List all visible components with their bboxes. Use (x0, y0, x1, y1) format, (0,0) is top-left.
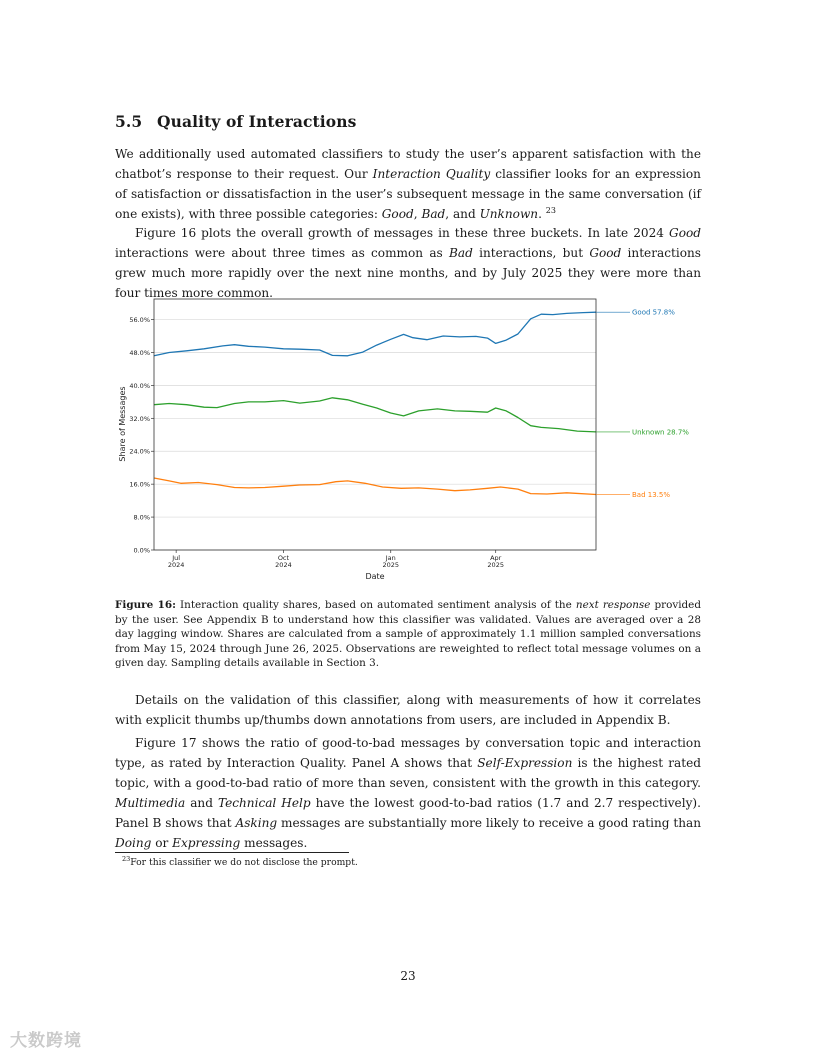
x-tick-label: Jul (172, 554, 181, 562)
footnote-divider (115, 852, 349, 853)
x-tick-label: Jan (385, 554, 396, 562)
x-axis-label: Date (365, 572, 385, 581)
series-line-unknown (154, 398, 596, 432)
page-number: 23 (400, 969, 416, 983)
paragraph-intro: We additionally used automated classifiers to study the user’s apparent satisfaction with the chatbot’s response to their request. Our Interaction Quality classifier looks for an expression of satisfaction or dissatisfaction in the user’s subsequent message in the same conversation (if one exists), with three possible categories: Good, Bad, and Unknown. $^{23}$ (115, 147, 701, 221)
end-label-unknown: Unknown 28.7% (632, 428, 689, 437)
paragraph-figure-intro: Figure 16 plots the overall growth of messages in these three buckets. In late 2024 Good interactions were about three times as common as Bad interactions, but Good interactions grew much more rapidly over the next nine months, and by July 2025 they were more than four times more common. (115, 226, 701, 300)
figure-caption: Figure 16: Interaction quality shares, based on automated sentiment analysis of the next response provided by the user. See Appendix B to understand how this classifier was validated. Values are averaged over a 28 day lagging window. Shares are calculated from a sample of approximately 1.1 million sampled conversations from May 15, 2024 through June 26, 2025. Observations are reweighted to reflect total message volumes on a given day. Sampling details available in Section 3. (115, 599, 701, 670)
y-tick-label: 16.0% (129, 480, 150, 489)
figure-16 (110, 293, 710, 588)
y-axis-label: Share of Messages (118, 386, 127, 462)
line-chart (110, 293, 710, 588)
series-line-good (154, 312, 596, 356)
footnote-ref[interactable]: 23 (545, 205, 556, 215)
footnote (122, 854, 358, 868)
watermark-logo: 大数跨境 (10, 1031, 82, 1051)
paragraph-figure-17: Figure 17 shows the ratio of good-to-bad messages by conversation topic and interaction type, as rated by Interaction Quality. Panel A shows that Self-Expression is the highest rated topic, with a good-to-bad ratio of more than seven, consistent with the growth in this category. Multimedia and Technical Help have the lowest good-to-bad ratios (1.7 and 2.7 respectively). Panel B shows that Asking messages are substantially more likely to receive a good rating than Doing or Expressing messages. (115, 736, 701, 850)
y-tick-label: 40.0% (129, 381, 150, 390)
series-end-labels (596, 309, 689, 499)
footnote-number: 23 (122, 854, 131, 863)
y-axis-ticks (129, 316, 154, 554)
x-tick-year: 2025 (487, 561, 504, 569)
x-tick-label: Oct (277, 554, 290, 562)
y-tick-label: 32.0% (129, 414, 150, 423)
x-tick-year: 2024 (167, 561, 185, 569)
x-tick-label: Apr (490, 554, 502, 562)
caption-label: Figure 16: (115, 599, 176, 611)
y-tick-label: 24.0% (129, 447, 150, 456)
section-number: 5.5 (115, 112, 143, 131)
section-title: Quality of Interactions (157, 112, 357, 131)
end-label-good: Good 57.8% (632, 308, 675, 317)
footnote-text: For this classifier we do not disclose the prompt. (130, 857, 358, 868)
paragraph-validation: Details on the validation of this classifier, along with measurements of how it correlates with explicit thumbs up/thumbs down annotations from users, are included in Appendix B. (115, 693, 701, 727)
y-tick-label: 56.0% (129, 316, 150, 325)
y-tick-label: 48.0% (129, 348, 150, 357)
y-tick-label: 8.0% (133, 513, 150, 522)
series-lines (154, 312, 596, 494)
end-label-bad: Bad 13.5% (632, 490, 670, 499)
gridlines (154, 320, 596, 550)
section-heading (115, 112, 356, 131)
x-tick-year: 2025 (382, 561, 400, 569)
series-line-bad (154, 478, 596, 495)
x-axis-ticks (168, 550, 504, 569)
y-tick-label: 0.0% (133, 546, 150, 555)
x-tick-year: 2024 (275, 561, 292, 569)
